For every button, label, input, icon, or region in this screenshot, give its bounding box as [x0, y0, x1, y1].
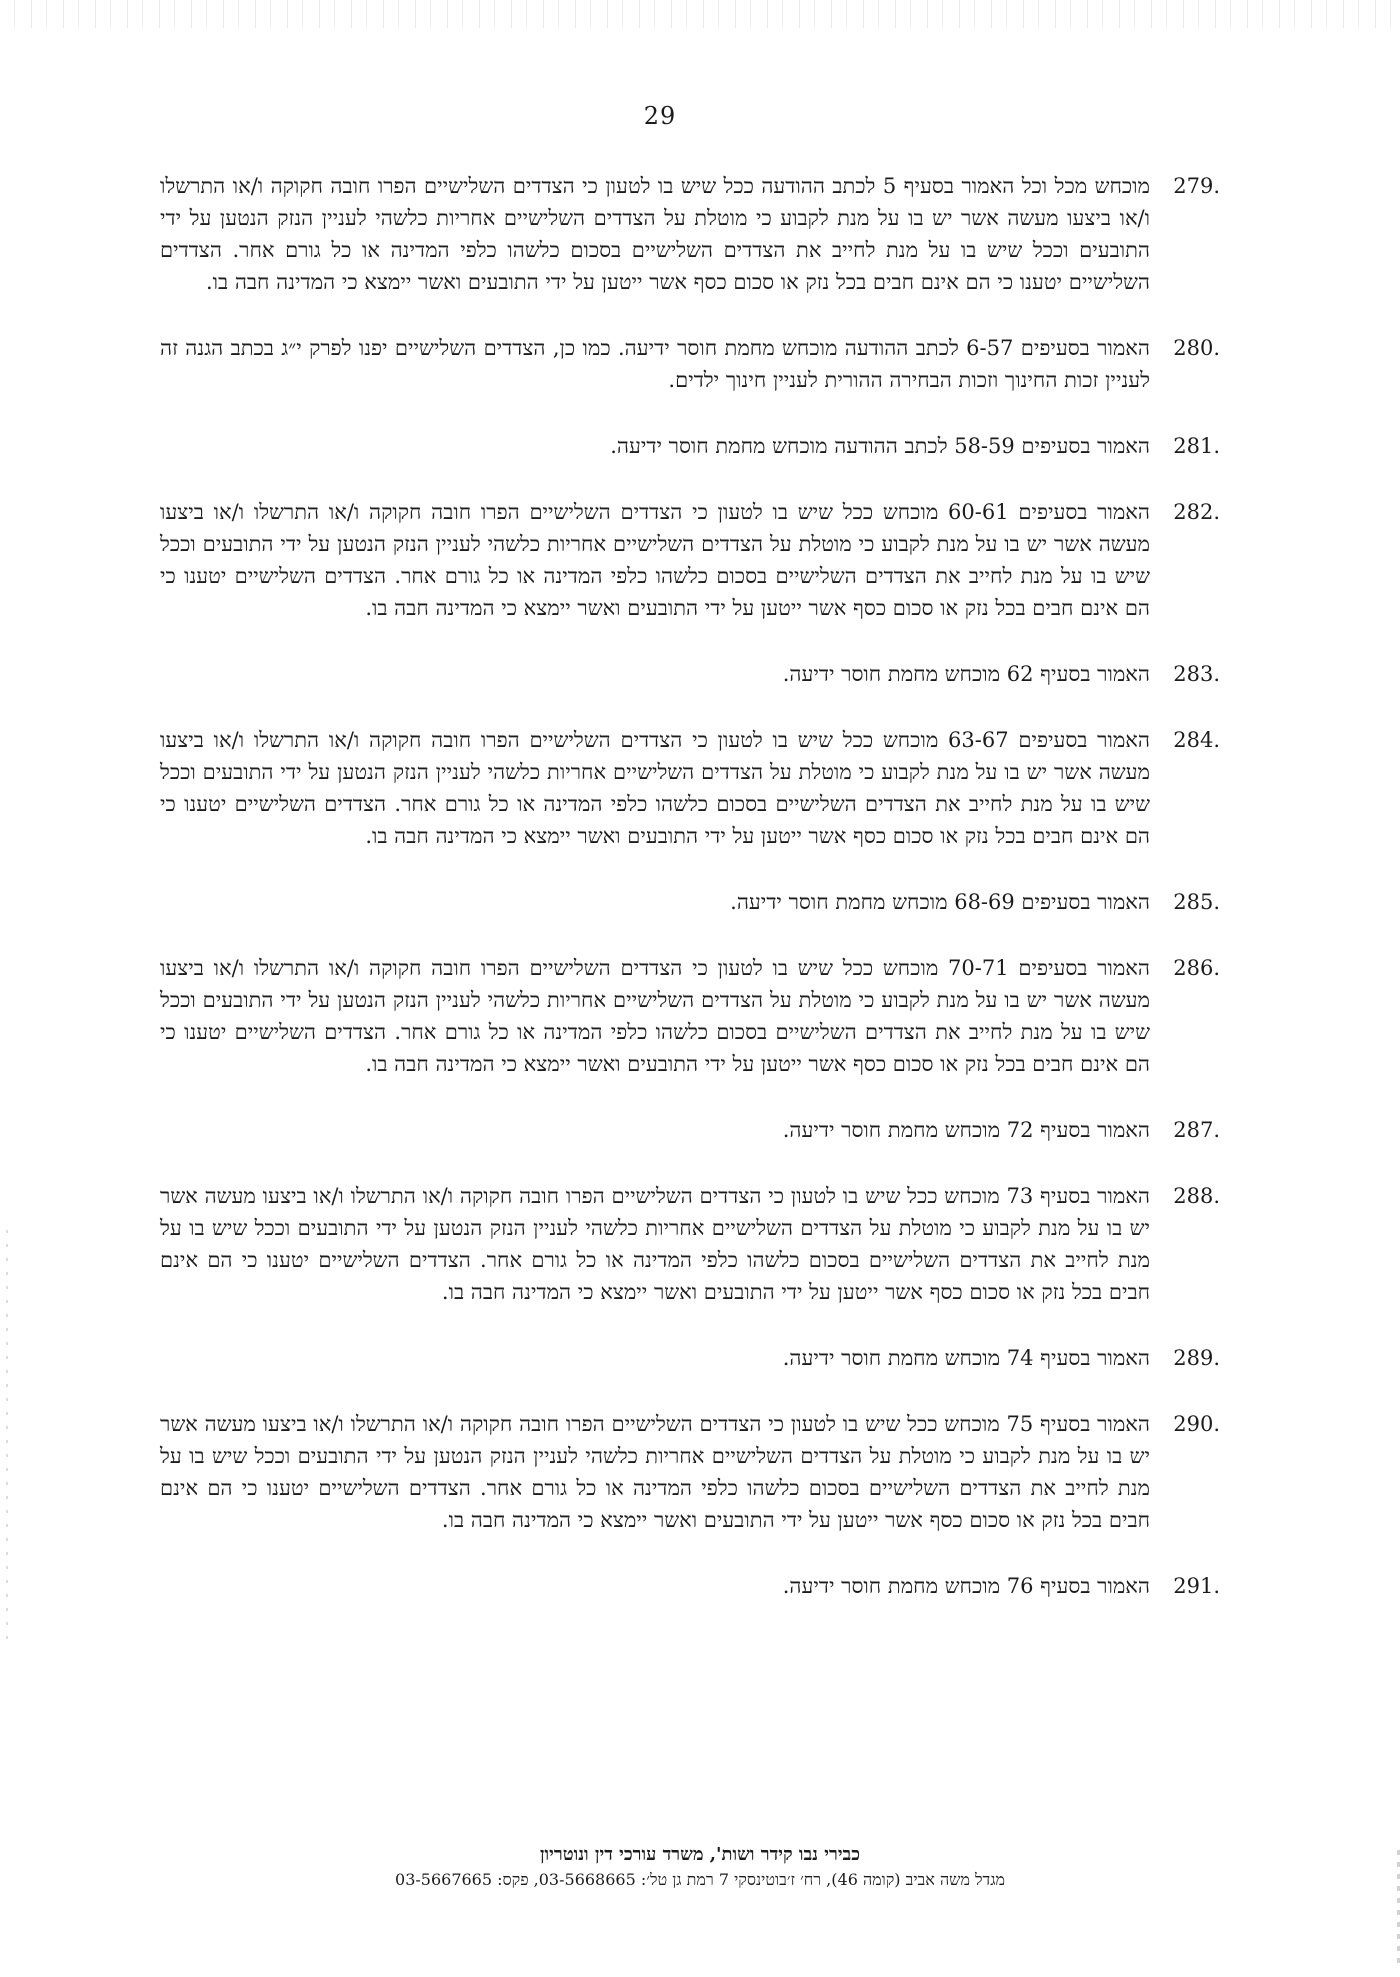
paragraph-text: האמור בסעיף 73 מוכחש ככל שיש בו לטעון כי הצדדים השלישיים הפרו חובה חקוקה ו/או התרשלו ו/או ביצעו מעשה אשר יש בו על מנת לקבוע כי מוטלת על הצדדים השלישיים אחריות כלשהי לעניין הנזק הנטען על ידי התובעים וככל שיש בו על מנת לחייב את הצדדים השלישיים בסכום כלשהו כלפי המדינה או כל גורם אחר. הצדדים השלישיים יטענו כי הם אינם חבים בכל נזק או סכום כסף אשר ייטען על ידי התובעים ואשר יימצא כי המדינה חבה בו. [160, 1184, 1150, 1304]
paragraph-281 [160, 430, 1220, 462]
paragraph-279 [160, 170, 1220, 298]
paragraph-282 [160, 496, 1220, 624]
paragraph-number: 284. [1173, 728, 1220, 752]
paragraph-number: 291. [1173, 1574, 1220, 1598]
scan-left-mark [6, 1230, 8, 1650]
paragraph-text: האמור בסעיף 62 מוכחש מחמת חוסר ידיעה. [782, 662, 1150, 686]
paragraph-number: 281. [1173, 434, 1220, 458]
paragraph-number: 285. [1173, 890, 1220, 914]
paragraph-291 [160, 1570, 1220, 1602]
paragraph-text: האמור בסעיפים 58-59 לכתב ההודעה מוכחש מחמת חוסר ידיעה. [610, 434, 1150, 458]
scan-top-edge [0, 0, 1400, 28]
paragraph-number: 286. [1173, 956, 1220, 980]
paragraph-text: האמור בסעיפים 63-67 מוכחש ככל שיש בו לטעון כי הצדדים השלישיים הפרו חובה חקוקה ו/או התרשלו ו/או ביצעו מעשה אשר יש בו על מנת לקבוע כי מוטלת על הצדדים השלישיים אחריות כלשהי לעניין הנזק הנטען על ידי התובעים וככל שיש בו על מנת לחייב את הצדדים השלישיים בסכום כלשהו כלפי המדינה או כל גורם אחר. הצדדים השלישיים יטענו כי הם אינם חבים בכל נזק או סכום כסף אשר ייטען על ידי התובעים ואשר יימצא כי המדינה חבה בו. [160, 728, 1150, 848]
paragraph-text: האמור בסעיפים 70-71 מוכחש ככל שיש בו לטעון כי הצדדים השלישיים הפרו חובה חקוקה ו/או התרשלו ו/או ביצעו מעשה אשר יש בו על מנת לקבוע כי מוטלת על הצדדים השלישיים אחריות כלשהי לעניין הנזק הנטען על ידי התובעים וככל שיש בו על מנת לחייב את הצדדים השלישיים בסכום כלשהו כלפי המדינה או כל גורם אחר. הצדדים השלישיים יטענו כי הם אינם חבים בכל נזק או סכום כסף אשר ייטען על ידי התובעים ואשר יימצא כי המדינה חבה בו. [160, 956, 1150, 1076]
paragraph-text: האמור בסעיפים 60-61 מוכחש ככל שיש בו לטעון כי הצדדים השלישיים הפרו חובה חקוקה ו/או התרשלו ו/או ביצעו מעשה אשר יש בו על מנת לקבוע כי מוטלת על הצדדים השלישיים אחריות כלשהי לעניין הנזק הנטען על ידי התובעים וככל שיש בו על מנת לחייב את הצדדים השלישיים בסכום כלשהו כלפי המדינה או כל גורם אחר. הצדדים השלישיים יטענו כי הם אינם חבים בכל נזק או סכום כסף אשר ייטען על ידי התובעים ואשר יימצא כי המדינה חבה בו. [160, 500, 1150, 620]
paragraph-text: האמור בסעיפים 68-69 מוכחש מחמת חוסר ידיעה. [730, 890, 1150, 914]
page-footer [250, 1842, 1150, 1892]
paragraph-289 [160, 1342, 1220, 1374]
paragraph-number: 283. [1173, 662, 1220, 686]
paragraph-number: 282. [1173, 500, 1220, 524]
paragraph-number: 287. [1173, 1118, 1220, 1142]
paragraph-290 [160, 1408, 1220, 1536]
paragraph-284 [160, 724, 1220, 852]
paragraph-number: 279. [1173, 174, 1220, 198]
paragraph-286 [160, 952, 1220, 1080]
footer-firm-name: כבירי נבו קידר ושות', משרד עורכי דין ונוטריון [539, 1844, 861, 1865]
paragraph-287 [160, 1114, 1220, 1146]
paragraph-number: 290. [1173, 1412, 1220, 1436]
paragraph-283 [160, 658, 1220, 690]
paragraph-text: האמור בסעיף 76 מוכחש מחמת חוסר ידיעה. [782, 1574, 1150, 1598]
paragraph-288 [160, 1180, 1220, 1308]
paragraph-number: 280. [1173, 336, 1220, 360]
page-number: 29 [643, 102, 677, 130]
paragraph-text: האמור בסעיף 72 מוכחש מחמת חוסר ידיעה. [782, 1118, 1150, 1142]
paragraph-280 [160, 332, 1220, 396]
paragraph-285 [160, 886, 1220, 918]
paragraph-text: האמור בסעיף 74 מוכחש מחמת חוסר ידיעה. [782, 1346, 1150, 1370]
paragraph-number: 289. [1173, 1346, 1220, 1370]
paragraph-text: האמור בסעיפים 6-57 לכתב ההודעה מוכחש מחמת חוסר ידיעה. כמו כן, הצדדים השלישיים יפנו לפרק י״ג בכתב הגנה זה לעניין זכות החינוך וזכות הבחירה ההורית לעניין חינוך ילדים. [160, 336, 1150, 392]
paragraph-text: מוכחש מכל וכל האמור בסעיף 5 לכתב ההודעה ככל שיש בו לטעון כי הצדדים השלישיים הפרו חובה חקוקה ו/או התרשלו ו/או ביצעו מעשה אשר יש בו על מנת לקבוע כי מוטלת על הצדדים השלישיים אחריות כלשהי לעניין הנזק הנטען על ידי התובעים וככל שיש בו על מנת לחייב את הצדדים השלישיים בסכום כלשהו כלפי המדינה או כל גורם אחר. הצדדים השלישיים יטענו כי הם אינם חבים בכל נזק או סכום כסף אשר ייטען על ידי התובעים ואשר יימצא כי המדינה חבה בו. [160, 174, 1151, 294]
paragraph-text: האמור בסעיף 75 מוכחש ככל שיש בו לטעון כי הצדדים השלישיים הפרו חובה חקוקה ו/או התרשלו ו/או ביצעו מעשה אשר יש בו על מנת לקבוע כי מוטלת על הצדדים השלישיים אחריות כלשהי לעניין הנזק הנטען על ידי התובעים וככל שיש בו על מנת לחייב את הצדדים השלישיים בסכום כלשהו כלפי המדינה או כל גורם אחר. הצדדים השלישיים יטענו כי הם אינם חבים בכל נזק או סכום כסף אשר ייטען על ידי התובעים ואשר יימצא כי המדינה חבה בו. [160, 1412, 1150, 1532]
document-body [160, 170, 1220, 1636]
paragraph-number: 288. [1173, 1184, 1220, 1208]
footer-address: מגדל משה אביב (קומה 46), רח׳ ז׳בוטינסקי 7 רמת גן טל׳: 03-5668665, פקס: 03-5667665 [395, 1870, 1005, 1889]
